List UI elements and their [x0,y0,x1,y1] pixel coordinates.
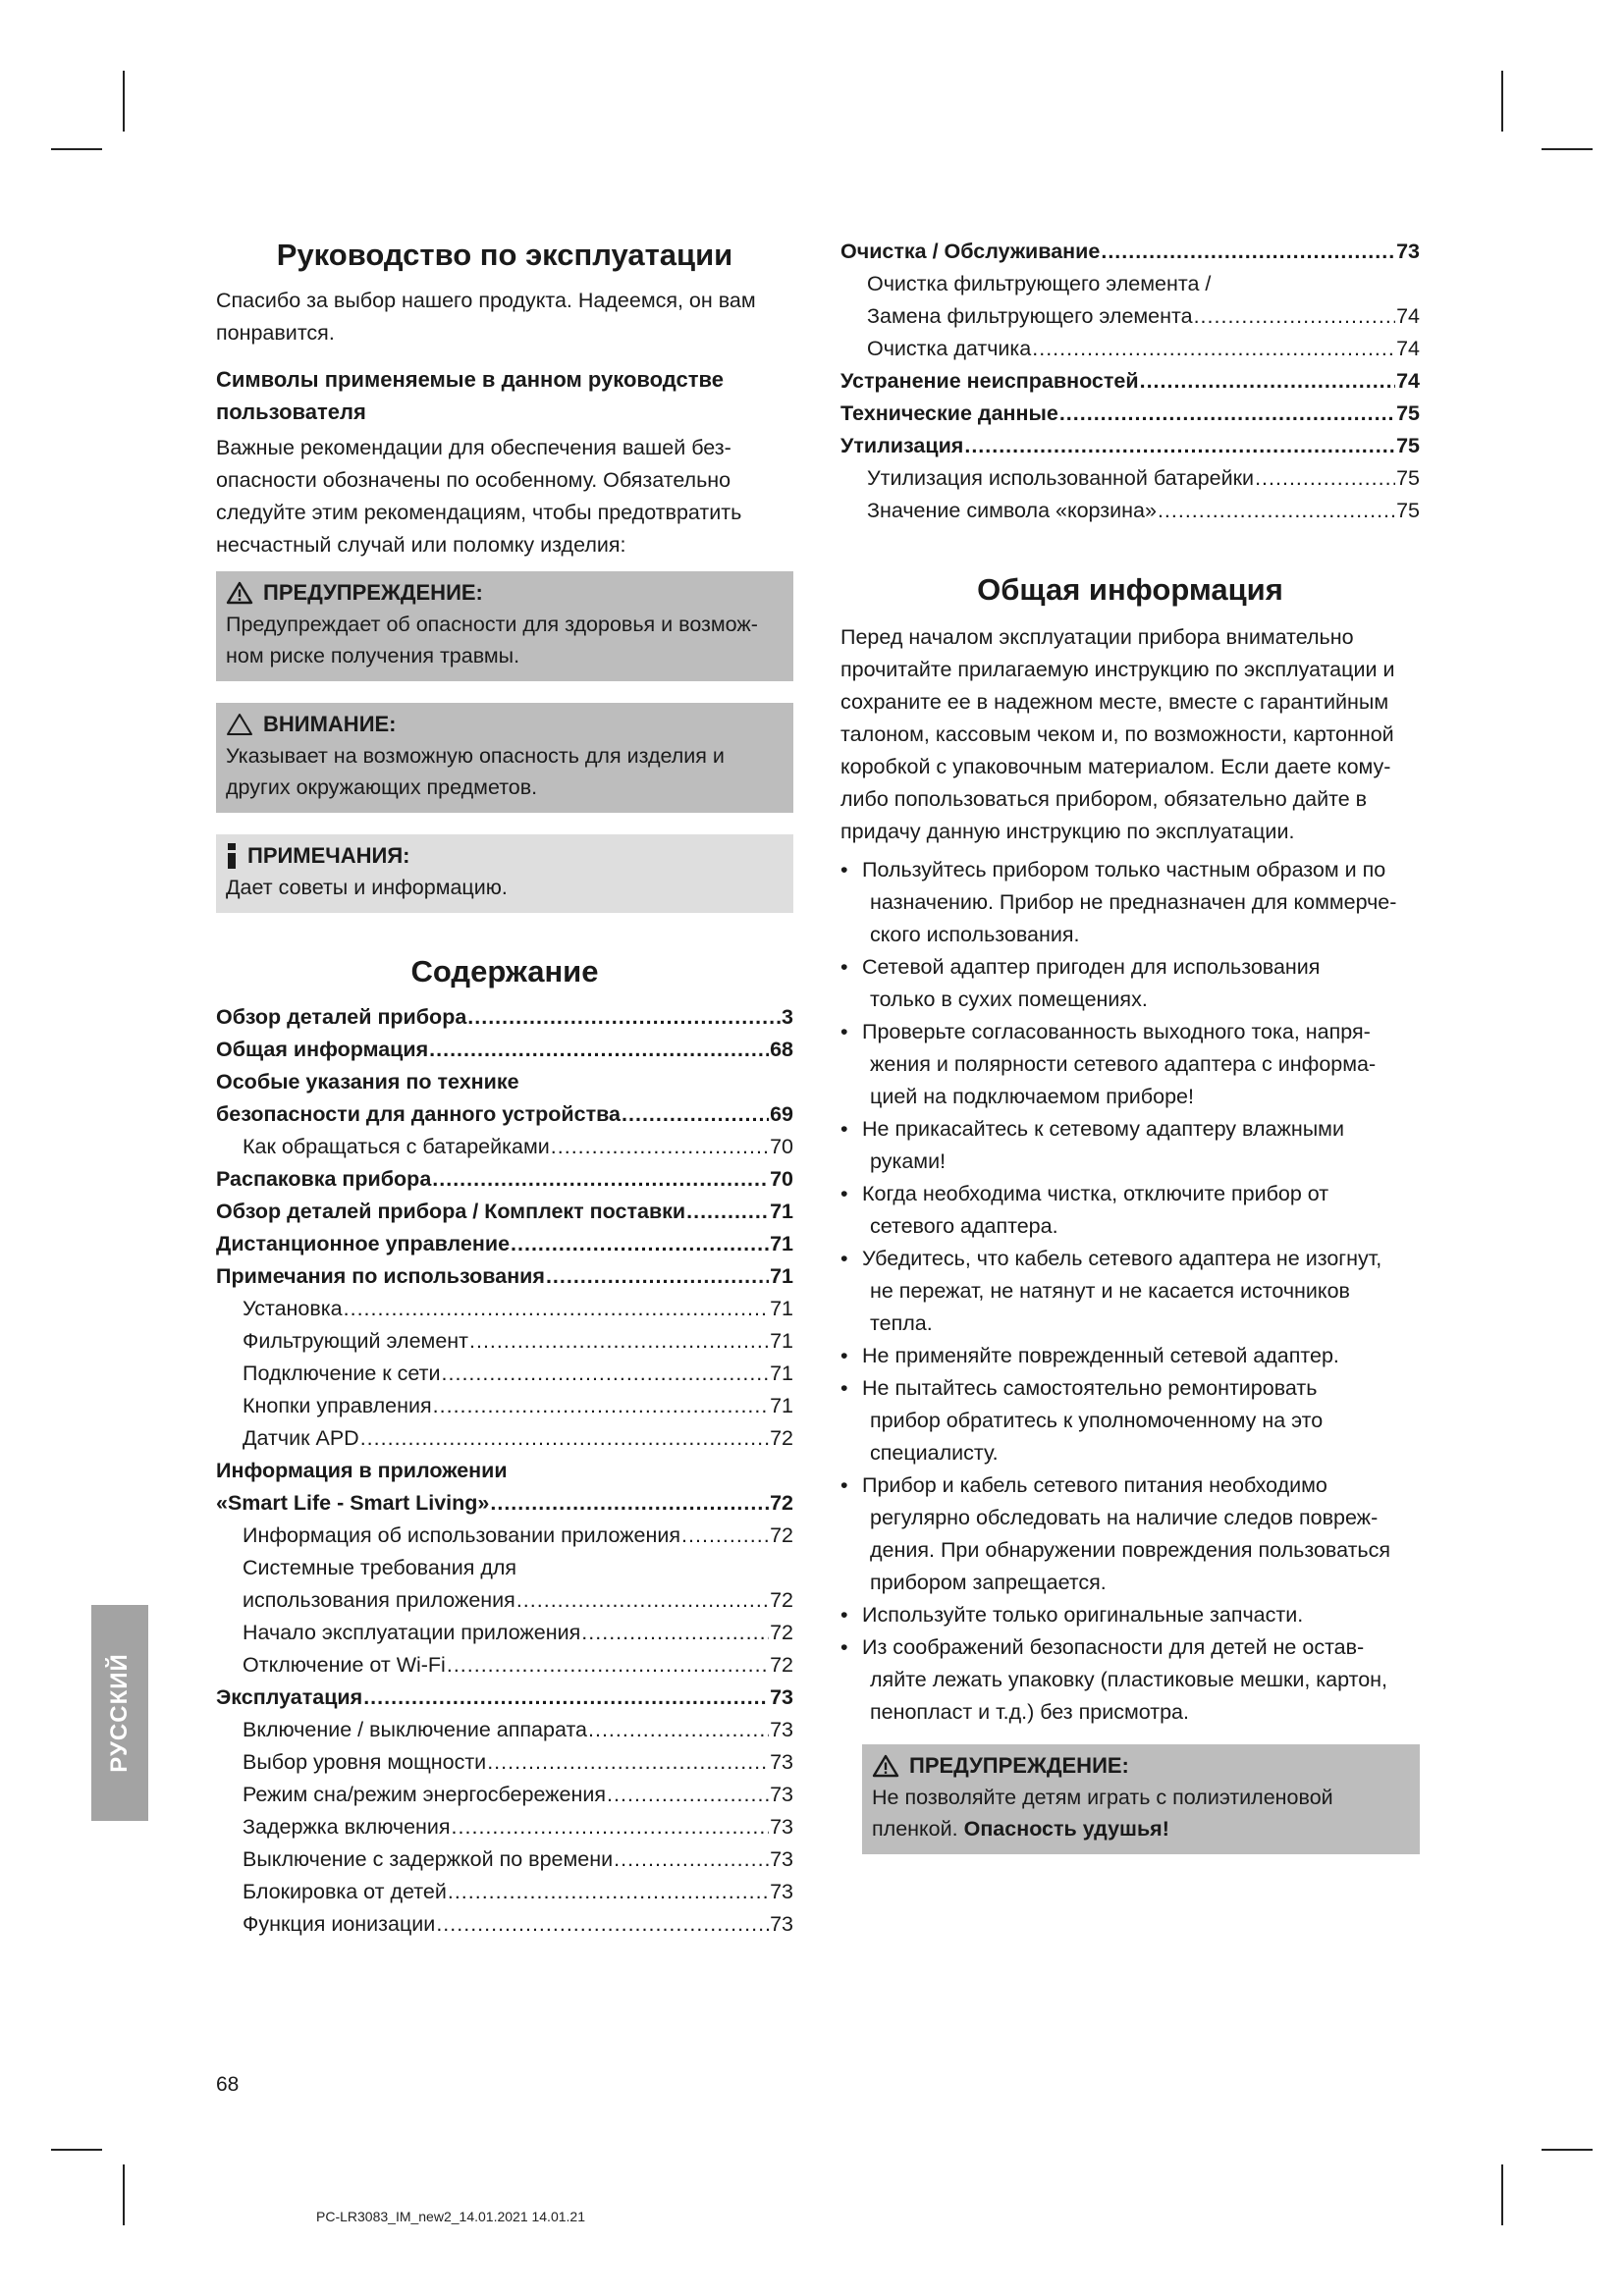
toc-leader-dots [363,1682,769,1714]
bullet-item [840,854,1420,951]
toc-page-number: 75 [1396,499,1420,522]
crop-mark [1542,148,1593,150]
toc-page-number: 69 [770,1102,793,1126]
toc-entry [840,236,1420,268]
symbols-heading: пользователя [216,400,366,424]
toc-page-number: 71 [770,1232,793,1255]
toc-page-number: 73 [770,1750,793,1774]
toc-leader-dots [1059,398,1395,430]
bullet-item [840,1631,1420,1729]
crop-mark [51,2149,102,2151]
toc-page-number: 71 [770,1329,793,1353]
crop-mark [123,71,125,132]
bullet-item [840,951,1420,1016]
bullet-line: прибор обратитесь к уполномоченному на это [870,1409,1324,1432]
toc-page-number: 68 [770,1038,793,1061]
toc-entry [840,462,1420,495]
toc-page-number: 73 [1396,240,1420,263]
toc-entry [840,300,1420,333]
toc-entry [840,495,1420,527]
toc-entry-title: Установка [243,1297,343,1320]
toc-page-number: 71 [770,1394,793,1417]
warning-box-suffocation [862,1744,1420,1854]
toc-entry-title: Очистка / Обслуживание [840,240,1101,263]
toc-page-number: 71 [770,1200,793,1223]
bullet-line: тепла. [870,1311,933,1335]
toc-entry [216,1358,793,1390]
toc-leader-dots [1255,462,1395,495]
toc-leader-dots [487,1746,769,1779]
table-of-contents [216,1001,793,1941]
toc-entry-title: Очистка фильтрующего элемента / [867,272,1212,295]
bullet-marker: • [840,955,848,979]
general-info-line: придачу данную инструкцию по эксплуатации. [840,820,1295,843]
bullet-item [840,1469,1420,1599]
toc-entry [216,1196,793,1228]
toc-entry [216,1228,793,1260]
toc-page-number: 74 [1396,337,1420,360]
toc-page-number: 75 [1396,401,1420,425]
notes-box [216,834,793,913]
toc-entry [216,1617,793,1649]
toc-leader-dots [452,1811,770,1843]
warning-text: Предупреждает об опасности для здоровья и возмож- [226,613,758,636]
warning-text: Не позволяйте детям играть с полиэтиленовой [872,1786,1333,1809]
toc-page-number: 73 [770,1685,793,1709]
toc-leader-dots [681,1520,769,1552]
bullet-line: Когда необходима чистка, отключите прибор от [862,1182,1329,1205]
toc-entry [216,1034,793,1066]
toc-page-number: 71 [770,1264,793,1288]
toc-leader-dots [588,1714,769,1746]
bullet-line: дения. При обнаружении повреждения пользоваться [870,1538,1391,1562]
toc-entry [216,1779,793,1811]
toc-entry-title: Системные требования для [243,1556,517,1579]
bullet-item [840,1178,1420,1243]
warning-icon [226,581,253,605]
bullet-item [840,1340,1420,1372]
general-info-line: сохраните ее в надежном месте, вместе с гарантийным [840,690,1389,714]
toc-entry [216,1746,793,1779]
bullet-marker: • [840,1635,848,1659]
bullet-line: Сетевой адаптер пригоден для использования [862,955,1321,979]
toc-entry-title: Отключение от Wi-Fi [243,1653,446,1677]
toc-leader-dots [467,1001,781,1034]
crop-mark [51,148,102,150]
toc-entry-title: Эксплуатация [216,1685,363,1709]
toc-entry-title: Утилизация [840,434,964,457]
toc-leader-dots [607,1779,769,1811]
toc-leader-dots [360,1422,769,1455]
caution-box [216,703,793,813]
toc-entry-title: Кнопки управления [243,1394,432,1417]
toc-page-number: 72 [770,1523,793,1547]
toc-entry [216,1682,793,1714]
bullet-line: назначению. Прибор не предназначен для коммерче- [870,890,1397,914]
toc-entry [216,1714,793,1746]
toc-entry-title: Значение символа «корзина» [867,499,1157,522]
toc-page-number: 73 [770,1815,793,1839]
toc-entry-title: Подключение к сети [243,1362,441,1385]
toc-entry-title: Замена фильтрующего элемента [867,304,1193,328]
bullet-marker: • [840,1473,848,1497]
toc-leader-dots [1140,365,1395,398]
general-info-text [840,621,1420,848]
warning-text [872,1813,1410,1844]
bullet-line: Из соображений безопасности для детей не остав- [862,1635,1365,1659]
toc-entry-title: Задержка включения [243,1815,451,1839]
toc-entry [216,1098,793,1131]
warning-box [216,571,793,681]
intro-line: Спасибо за выбор нашего продукта. Надеемся, он вам [216,289,756,312]
toc-entry [840,365,1420,398]
toc-entry [216,1552,793,1584]
bullet-line: прибором запрещается. [870,1571,1107,1594]
toc-leader-dots [432,1163,769,1196]
warning-text-normal: пленкой. [872,1817,964,1841]
toc-entry [216,1293,793,1325]
toc-entry-title: Функция ионизации [243,1912,436,1936]
toc-page-number: 73 [770,1718,793,1741]
general-info-line: Перед началом эксплуатации прибора внимательно [840,625,1354,649]
warning-text-bold: Опасность удушья! [963,1817,1169,1841]
toc-entry-title: Общая информация [216,1038,429,1061]
bullet-marker: • [840,1344,848,1367]
language-tab [91,1605,148,1821]
toc-entry-title: Дистанционное управление [216,1232,511,1255]
notes-title: ПРИМЕЧАНИЯ: [247,843,410,868]
bullet-line: Используйте только оригинальные запчасти. [862,1603,1304,1627]
toc-page-number: 73 [770,1880,793,1903]
toc-entry-title: Блокировка от детей [243,1880,447,1903]
general-info-line: прочитайте прилагаемую инструкцию по эксплуатации и [840,658,1395,681]
toc-entry-title: использования приложения [243,1588,515,1612]
warning-title: ПРЕДУПРЕЖДЕНИЕ: [263,580,483,605]
bullet-line: регулярно обследовать на наличие следов повреж- [870,1506,1379,1529]
toc-entry [216,1487,793,1520]
caution-title: ВНИМАНИЕ: [263,712,397,736]
toc-entry-title: Примечания по использования [216,1264,545,1288]
crop-mark [1501,2164,1503,2225]
caution-text: других окружающих предметов. [226,775,538,799]
toc-entry [840,430,1420,462]
toc-entry-title: Фильтрующий элемент [243,1329,469,1353]
toc-leader-dots [448,1876,769,1908]
bullet-item [840,1016,1420,1113]
toc-entry [216,1066,793,1098]
bullet-line: ского использования. [870,923,1080,946]
toc-entry-title: «Smart Life - Smart Living» [216,1491,490,1515]
toc-entry [216,1649,793,1682]
general-info-line: коробкой с упаковочным материалом. Если даете кому- [840,755,1391,778]
symbols-text-line: несчастный случай или поломку изделия: [216,533,626,557]
toc-page-number: 73 [770,1912,793,1936]
symbols-text-line: опасности обозначены по особенному. Обязательно [216,468,731,492]
caution-text: Указывает на возможную опасность для изделия и [226,744,725,768]
toc-entry-title: Обзор деталей прибора [216,1005,467,1029]
toc-leader-dots [433,1390,769,1422]
bullet-line: руками! [870,1149,947,1173]
toc-entry-title: Распаковка прибора [216,1167,432,1191]
crop-mark [123,2164,125,2225]
page-number: 68 [216,2073,240,2096]
toc-page-number: 73 [770,1783,793,1806]
toc-entry-title: Выбор уровня мощности [243,1750,487,1774]
crop-mark [1501,71,1503,132]
toc-leader-dots [614,1843,769,1876]
bullet-line: Не применяйте поврежденный сетевой адаптер. [862,1344,1339,1367]
bullet-line: Прибор и кабель сетевого питания необходимо [862,1473,1327,1497]
toc-leader-dots [546,1260,769,1293]
bullet-line: только в сухих помещениях. [870,988,1148,1011]
bullet-marker: • [840,858,848,881]
general-info-line: либо попользоваться прибором, обязательно дайте в [840,787,1368,811]
toc-entry-title: Режим сна/режим энергосбережения [243,1783,607,1806]
bullet-line: не пережат, не натянут и не касается источников [870,1279,1350,1303]
toc-entry [216,1325,793,1358]
toc-entry [216,1260,793,1293]
page-title: Руководство по эксплуатации [276,238,733,272]
bullet-marker: • [840,1247,848,1270]
toc-entry [840,398,1420,430]
bullet-line: Проверьте согласованность выходного тока, напря- [862,1020,1371,1043]
toc-leader-dots [490,1487,769,1520]
toc-entry [216,1422,793,1455]
toc-leader-dots [344,1293,769,1325]
toc-entry-title: Включение / выключение аппарата [243,1718,588,1741]
crop-mark [1542,2149,1593,2151]
toc-leader-dots [1158,495,1395,527]
toc-entry-title: Особые указания по технике [216,1070,519,1094]
symbols-heading: Символы применяемые в данном руководстве [216,367,724,392]
toc-entry [216,1520,793,1552]
safety-bullets [840,854,1420,1729]
toc-entry [216,1131,793,1163]
toc-leader-dots [429,1034,769,1066]
toc-entry-title: Устранение неисправностей [840,369,1139,393]
general-info-title: Общая информация [977,572,1283,607]
bullet-line: Убедитесь, что кабель сетевого адаптера не изогнут, [862,1247,1382,1270]
toc-entry-title: Информация об использовании приложения [243,1523,681,1547]
bullet-line: ляйте лежать упаковку (пластиковые мешки, картон, [870,1668,1388,1691]
print-footer: PC-LR3083_IM_new2_14.01.2021 14.01.21 [316,2209,585,2224]
toc-page-number: 74 [1396,369,1420,393]
toc-page-number: 70 [770,1135,793,1158]
toc-entry-title: Очистка датчика [867,337,1032,360]
intro-line: понравится. [216,321,335,345]
bullet-marker: • [840,1603,848,1627]
symbols-text-line: следуйте этим рекомендациям, чтобы предотвратить [216,501,742,524]
info-icon [226,843,238,869]
bullet-line: специалисту. [870,1441,999,1465]
toc-entry-title: Выключение с задержкой по времени [243,1847,614,1871]
toc-leader-dots [686,1196,769,1228]
bullet-marker: • [840,1376,848,1400]
bullet-line: пенопласт и т.д.) без присмотра. [870,1700,1189,1724]
toc-page-number: 75 [1396,434,1420,457]
bullet-marker: • [840,1020,848,1043]
toc-leader-dots [622,1098,769,1131]
toc-page-number: 72 [770,1621,793,1644]
toc-leader-dots [964,430,1395,462]
toc-entry-title: безопасности для данного устройства [216,1102,622,1126]
bullet-line: цией на подключаемом приборе! [870,1085,1194,1108]
symbols-text-line: Важные рекомендации для обеспечения вашей без- [216,436,731,459]
left-column [216,236,793,1941]
toc-entry [216,1908,793,1941]
bullet-line: Не пытайтесь самостоятельно ремонтировать [862,1376,1318,1400]
toc-leader-dots [1032,333,1395,365]
toc-leader-dots [551,1131,769,1163]
toc-entry [840,268,1420,300]
table-of-contents-continued [840,236,1420,527]
toc-leader-dots [516,1584,769,1617]
toc-leader-dots [436,1908,769,1941]
right-column [840,236,1420,1854]
warning-text: ном риске получения травмы. [226,644,520,667]
toc-entry-title: Как обращаться с батарейками [243,1135,550,1158]
toc-entry-title: Датчик APD [243,1426,359,1450]
toc-leader-dots [447,1649,769,1682]
toc-leader-dots [581,1617,769,1649]
toc-entry [216,1001,793,1034]
bullet-item [840,1372,1420,1469]
bullet-marker: • [840,1117,848,1141]
toc-entry [216,1163,793,1196]
toc-entry-title: Утилизация использованной батарейки [867,466,1255,490]
toc-page-number: 70 [770,1167,793,1191]
bullet-item [840,1243,1420,1340]
toc-entry-title: Обзор деталей прибора / Комплект поставки [216,1200,686,1223]
toc-leader-dots [511,1228,769,1260]
warning-title: ПРЕДУПРЕЖДЕНИЕ: [909,1753,1129,1778]
toc-leader-dots [1101,236,1395,268]
bullet-line: сетевого адаптера. [870,1214,1058,1238]
toc-entry-title: Информация в приложении [216,1459,508,1482]
bullet-line: Не прикасайтесь к сетевому адаптеру влажными [862,1117,1344,1141]
bullet-item [840,1599,1420,1631]
toc-page-number: 3 [782,1005,793,1029]
toc-entry [216,1455,793,1487]
toc-entry [216,1843,793,1876]
notes-text: Дает советы и информацию. [226,876,508,899]
toc-page-number: 71 [770,1362,793,1385]
toc-page-number: 72 [770,1653,793,1677]
toc-page-number: 71 [770,1297,793,1320]
toc-page-number: 72 [770,1588,793,1612]
caution-icon [226,713,253,736]
toc-entry [216,1811,793,1843]
toc-leader-dots [1194,300,1396,333]
warning-icon [872,1754,899,1778]
toc-page-number: 72 [770,1426,793,1450]
toc-page-number: 75 [1396,466,1420,490]
toc-page-number: 72 [770,1491,793,1515]
general-info-line: талоном, кассовым чеком и, по возможности, картонной [840,722,1394,746]
toc-entry [216,1584,793,1617]
toc-leader-dots [469,1325,769,1358]
toc-entry-title: Начало эксплуатации приложения [243,1621,581,1644]
bullet-marker: • [840,1182,848,1205]
language-tab-label: РУССКИЙ [106,1653,133,1773]
bullet-item [840,1113,1420,1178]
toc-page-number: 74 [1396,304,1420,328]
toc-entry [216,1390,793,1422]
bullet-line: Пользуйтесь прибором только частным образом и по [862,858,1386,881]
toc-title: Содержание [410,954,599,988]
toc-entry [840,333,1420,365]
toc-entry [216,1876,793,1908]
toc-page-number: 73 [770,1847,793,1871]
bullet-line: жения и полярности сетевого адаптера с информа- [870,1052,1377,1076]
toc-leader-dots [442,1358,770,1390]
toc-entry-title: Технические данные [840,401,1058,425]
